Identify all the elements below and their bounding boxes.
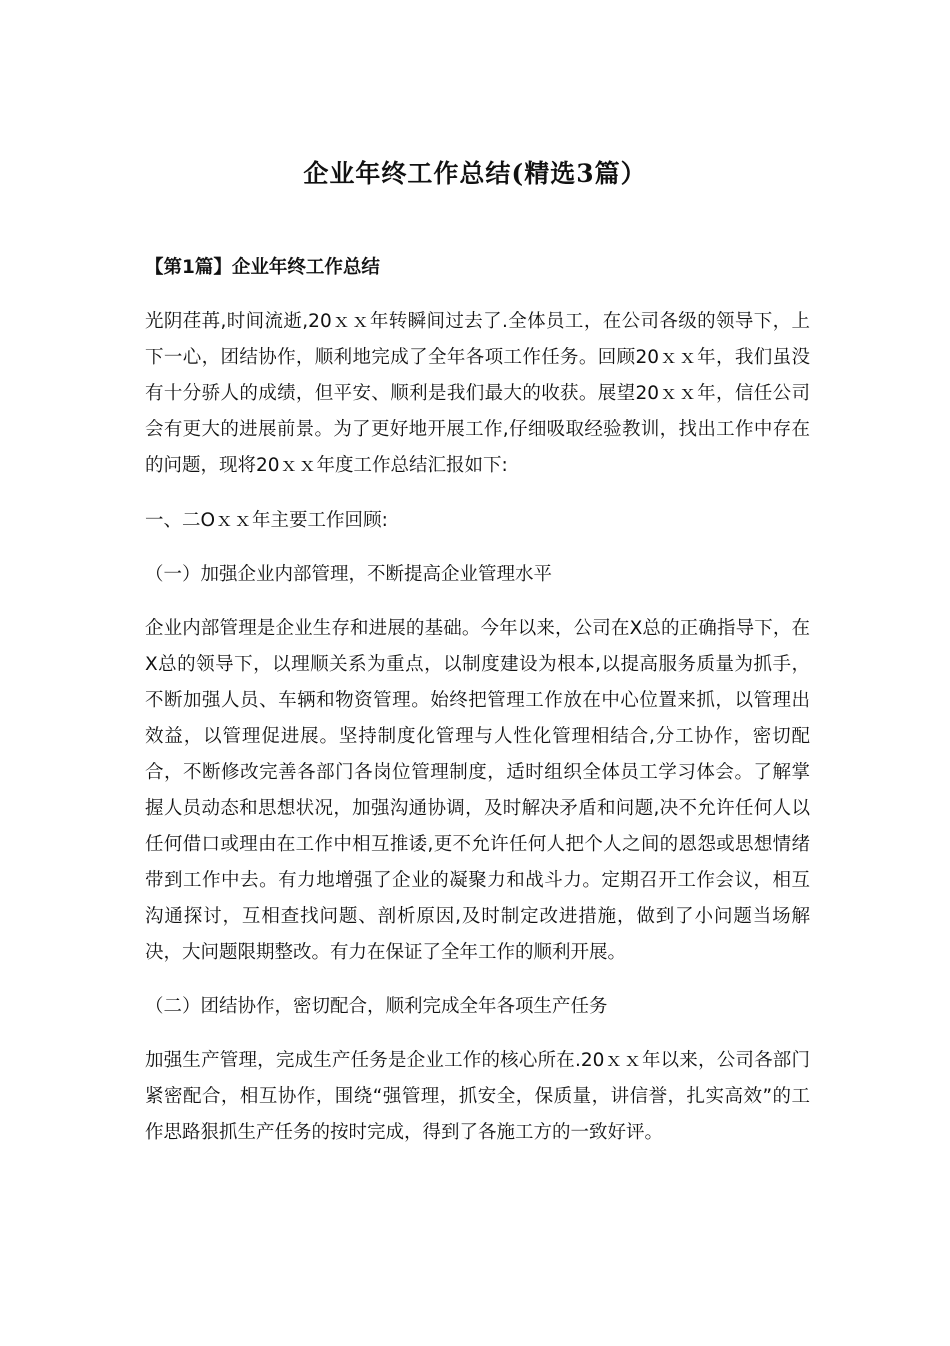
paragraph-review-heading: 一、二Oｘｘ年主要工作回顾: bbox=[145, 510, 388, 531]
paragraph-subheading-2: （二）团结协作，密切配合，顺利完成全年各项生产任务 bbox=[145, 996, 608, 1017]
paragraph-management: 企业内部管理是企业生存和进展的基础。今年以来，公司在X总的正确指导下，在X总的领导下，以理顺关系为重点，以制度建设为根本,以提高服务质量为抓手，不断加强人员、车辆和物资管理。始终把管理工作放在中心位置来抓，以管理出效益，以管理促进展。坚持制度化管理与人性化管理相结合,分工协作，密切配合，不断修改完善各部门各岗位管理制度，适时组织全体员工学习体会。了解掌握人员动态和思想状况，加强沟通协调，及时解决矛盾和问题,决不允许任何人以任何借口或理由在工作中相互推诿,更不允许任何人把个人之间的恩怨或思想情绪带到工作中去。有力地增强了企业的凝聚力和战斗力。定期召开工作会议，相互沟通探讨，互相查找问题、剖析原因,及时制定改进措施，做到了小问题当场解决，大问题限期整改。有力在保证了全年工作的顺利开展。 bbox=[145, 618, 810, 963]
section-heading: 【第1篇】企业年终工作总结 bbox=[145, 257, 380, 278]
paragraph-subheading-1: （一）加强企业内部管理，不断提高企业管理水平 bbox=[145, 564, 553, 585]
paragraph-production: 加强生产管理，完成生产任务是企业工作的核心所在.20ｘｘ年以来，公司各部门紧密配合，相互协作，围绕“强管理，抓安全，保质量，讲信誉，扎实高效”的工作思路狠抓生产任务的按时完成，得到了各施工方的一致好评。 bbox=[145, 1050, 810, 1143]
document-title: 企业年终工作总结(精选3篇） bbox=[303, 159, 647, 188]
paragraph-intro: 光阴荏苒,时间流逝,20ｘｘ年转瞬间过去了.全体员工，在公司各级的领导下，上下一心，团结协作，顺利地完成了全年各项工作任务。回顾20ｘｘ年，我们虽没有十分骄人的成绩，但平安、顺利是我们最大的收获。展望20ｘｘ年，信任公司会有更大的进展前景。为了更好地开展工作,仔细吸取经验教训，找出工作中存在的问题，现将20ｘｘ年度工作总结汇报如下: bbox=[145, 311, 810, 476]
